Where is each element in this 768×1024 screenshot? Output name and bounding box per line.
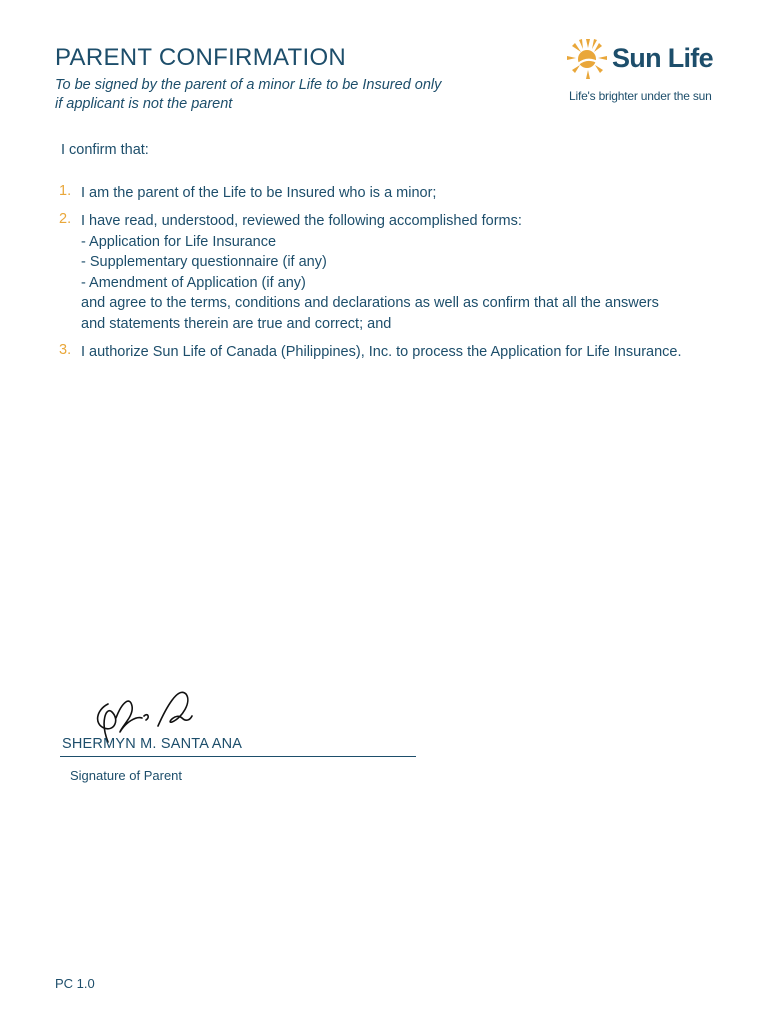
list-number: 1. xyxy=(59,183,72,199)
form-code: PC 1.0 xyxy=(55,976,95,991)
list-number: 3. xyxy=(59,342,72,358)
subtitle-line-1: To be signed by the parent of a minor Life to be Insured only xyxy=(55,77,442,93)
sun-icon xyxy=(566,37,610,81)
list-item-text: and agree to the terms, conditions and declarations as well as confirm that all the answers xyxy=(81,295,659,311)
sun-life-logo xyxy=(566,37,726,109)
subtitle-line-2: if applicant is not the parent xyxy=(55,96,233,112)
list-number: 2. xyxy=(59,211,72,227)
confirm-intro: I confirm that: xyxy=(61,142,149,158)
list-item-text: I am the parent of the Life to be Insured who is a minor; xyxy=(81,185,437,201)
page-title: PARENT CONFIRMATION xyxy=(55,44,347,71)
list-item-text: I authorize Sun Life of Canada (Philippines), Inc. to process the Application for Life Insurance. xyxy=(81,344,682,360)
form-list-entry: - Supplementary questionnaire (if any) xyxy=(81,254,327,270)
list-item-text: and statements therein are true and correct; and xyxy=(81,315,392,332)
signature-caption: Signature of Parent xyxy=(70,768,183,783)
signer-name: SHERMYN M. SANTA ANA xyxy=(62,736,243,752)
page-subtitle xyxy=(55,76,525,114)
list-item-text: I have read, understood, reviewed the following accomplished forms: xyxy=(81,213,522,229)
signature-line xyxy=(60,756,416,757)
logo-brand: Sun Life xyxy=(612,43,713,73)
logo-tagline: Life's brighter under the sun xyxy=(569,89,712,103)
form-list-entry: - Amendment of Application (if any) xyxy=(81,274,306,291)
form-list-entry: - Application for Life Insurance xyxy=(81,233,277,250)
signature-block xyxy=(60,680,420,790)
